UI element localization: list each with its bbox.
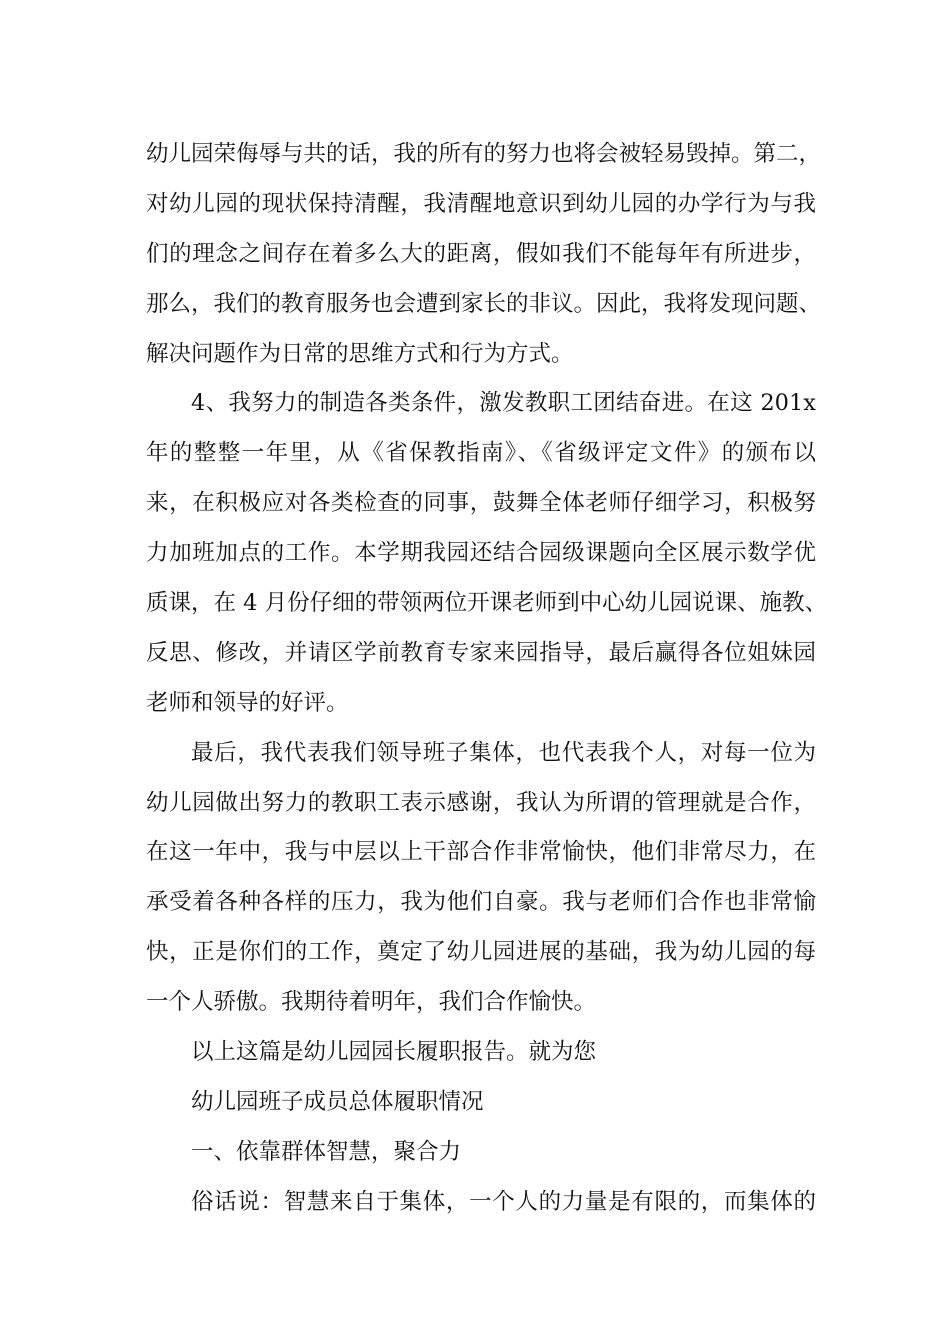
text-line: 年的整整一年里，从《省保教指南》、《省级评定文件》的颁布以 [146,440,816,467]
text-line: 以上这篇是幼儿园园长履职报告。就为您 [191,1039,597,1066]
text-line: 幼儿园班子成员总体履职情况 [191,1088,484,1115]
text-line: 对幼儿园的现状保持清醒，我清醒地意识到幼儿园的办学行为与我 [146,190,816,217]
text-line: 最后，我代表我们领导班子集体，也代表我个人，对每一位为 [191,739,816,766]
text-line: 一、依靠群体智慧，聚合力 [191,1138,462,1165]
document-body [146,130,828,1228]
text-line: 反思、修改，并请区学前教育专家来园指导，最后赢得各位姐妹园 [146,639,816,666]
text-line: 那么，我们的教育服务也会遭到家长的非议。因此，我将发现问题、 [146,290,822,317]
text-line: 一个人骄傲。我期待着明年，我们合作愉快。 [146,989,597,1016]
text-line: 在这一年中，我与中层以上干部合作非常愉快，他们非常尽力，在 [146,839,816,866]
text-line: 4、我努力的制造各类条件，激发教职工团结奋进。在这 201x [191,390,816,417]
text-line: 老师和领导的好评。 [146,689,349,716]
text-line: 来，在积极应对各类检查的同事，鼓舞全体老师仔细学习，积极努 [146,490,816,517]
text-line: 快，正是你们的工作，奠定了幼儿园进展的基础，我为幼儿园的每 [146,939,816,966]
text-line: 质课，在 4 月份仔细的带领两位开课老师到中心幼儿园说课、施教、 [146,590,828,617]
text-line: 幼儿园做出努力的教职工表示感谢，我认为所谓的管理就是合作， [146,789,816,816]
text-line: 力加班加点的工作。本学期我园还结合园级课题向全区展示数学优 [146,540,816,567]
text-line: 幼儿园荣侮辱与共的话，我的所有的努力也将会被轻易毁掉。第二， [146,141,822,167]
text-line: 们的理念之间存在着多么大的距离，假如我们不能每年有所进步， [146,240,816,267]
text-line: 解决问题作为日常的思维方式和行为方式。 [146,340,574,367]
text-line: 承受着各种各样的压力，我为他们自豪。我与老师们合作也非常愉 [146,889,816,916]
text-line: 俗话说：智慧来自于集体，一个人的力量是有限的，而集体的 [191,1188,816,1215]
